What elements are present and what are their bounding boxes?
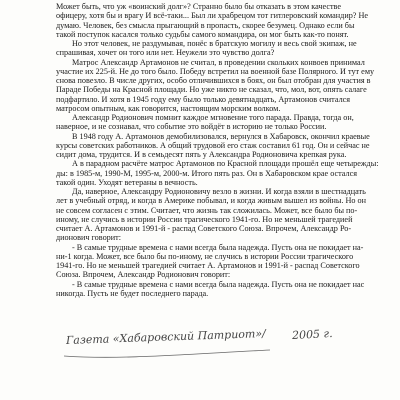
text-line: думаю. Человек, без смысла прыгающий в пропасть, скорее безумец. Однако если бы <box>56 20 355 30</box>
text-line: матросом опытным, как говорится, настоящим морским волком. <box>56 103 281 113</box>
handwritten-source-note: Газета «Хабаровский Патриот»/ <box>65 327 266 347</box>
text-line: Александр Родионович помнит каждое мгновение того парада. Правда, тогда он, <box>72 113 354 122</box>
text-line: снова повезло. В числе других, особо отличившихся в боях, он был отобран для участия в <box>56 76 371 85</box>
article-body <box>56 2 382 298</box>
text-line: Союза. Впрочем, Александр Родионович говорит: <box>56 270 231 280</box>
text-line: такой поступок касался только судьбы самого командира, он мог быть как-то понят. <box>56 29 349 39</box>
text-line: - В самые трудные времена с нами всегда была надежда. Пусть она не покидает на- <box>72 242 364 252</box>
text-line: - В самые трудные времена с нами всегда была надежда. Пусть она не покидает нас <box>72 279 365 289</box>
text-line: Но этот человек, не раздумывая, понёс в братскую могилу и весь свой экипаж, не <box>72 39 357 48</box>
text-line: сидит дома, трудится. И в семьдесят пять у Александра Родионовича крепкая рука. <box>56 150 347 159</box>
text-line: такой один. Уходят ветераны в вечность. <box>56 177 198 187</box>
handwritten-year: 2005 г. <box>291 326 333 343</box>
text-line: Да, наверное, Александру Родионовичу везло в жизни. И когда взяли в шестнадцать <box>72 187 366 196</box>
text-line: не совсем согласен с этим. Считает, что жизнь так сложилась. Может, все было бы по- <box>56 205 358 215</box>
text-line: подфартило. И хотя в 1945 году ему было только девятнадцать, Артамонов считался <box>56 94 351 104</box>
text-line: курсы советских работников. А общий трудовой его стаж составил 61 год. Он и сейчас не <box>56 140 370 150</box>
text-line: дионович говорит: <box>56 233 122 243</box>
text-line: иному, не случись в истории России трагического 1941-го. Но не меньшей трагедией <box>56 214 353 224</box>
text-line: наверное, и не сознавал, что событие это войдёт в историю не только России. <box>56 122 327 132</box>
text-line: лет в учебный отряд, и когда в Америке побывал, и когда живым вышел из войны. Но он <box>56 196 367 206</box>
text-line: офицеру, хотя бы и врагу И всё-таки... Был ли храбрецом тот гитлеровский командир? Не <box>56 11 369 21</box>
text-line: 1941-го. Но не меньшей трагедией считает А. Артамонов и 1991-й - распад Советского <box>56 261 360 270</box>
text-line: никогда. Пусть не будет последнего парада. <box>56 288 209 298</box>
text-line: Параде Победы на Красной площади. Но уже никто не сказал, что, мол, вот, опять салаге <box>56 85 367 95</box>
text-line: Матрос Александр Артамонов не считал, в проведении скольких конвоев принимал <box>72 57 365 67</box>
text-line: Может быть, что уж «воинский долг»? Странно было бы отказать в этом качестве <box>56 2 341 11</box>
text-line: ни-1 когда. Может, все было бы по-иному, не случись в истории России трагического <box>56 251 354 261</box>
text-line: В 1948 году А. Артамонов демобилизовался, вернулся в Хабаровск, окончил краевые <box>72 131 370 141</box>
text-line: участие их 225-й. Не до того было. Победу встретил на военной базе Полярного. И тут ему <box>56 66 375 76</box>
text-line: спрашивая, хочет он того или нет. Неужели это чувство долга? <box>56 48 275 58</box>
text-line: ды: в 1985-м, 1990-М, 1995-м, 2000-м. Итого пять раз. Он в Хабаровском крае остался <box>56 168 357 178</box>
text-line: считает А. Артамонов и 1991-й - распад Советского Союза. Впрочем, Александр Ро- <box>56 224 352 233</box>
text-line: А в парадном расчёте матрос Артамонов по Красной площади прошёл еще четырежды: <box>72 159 379 169</box>
